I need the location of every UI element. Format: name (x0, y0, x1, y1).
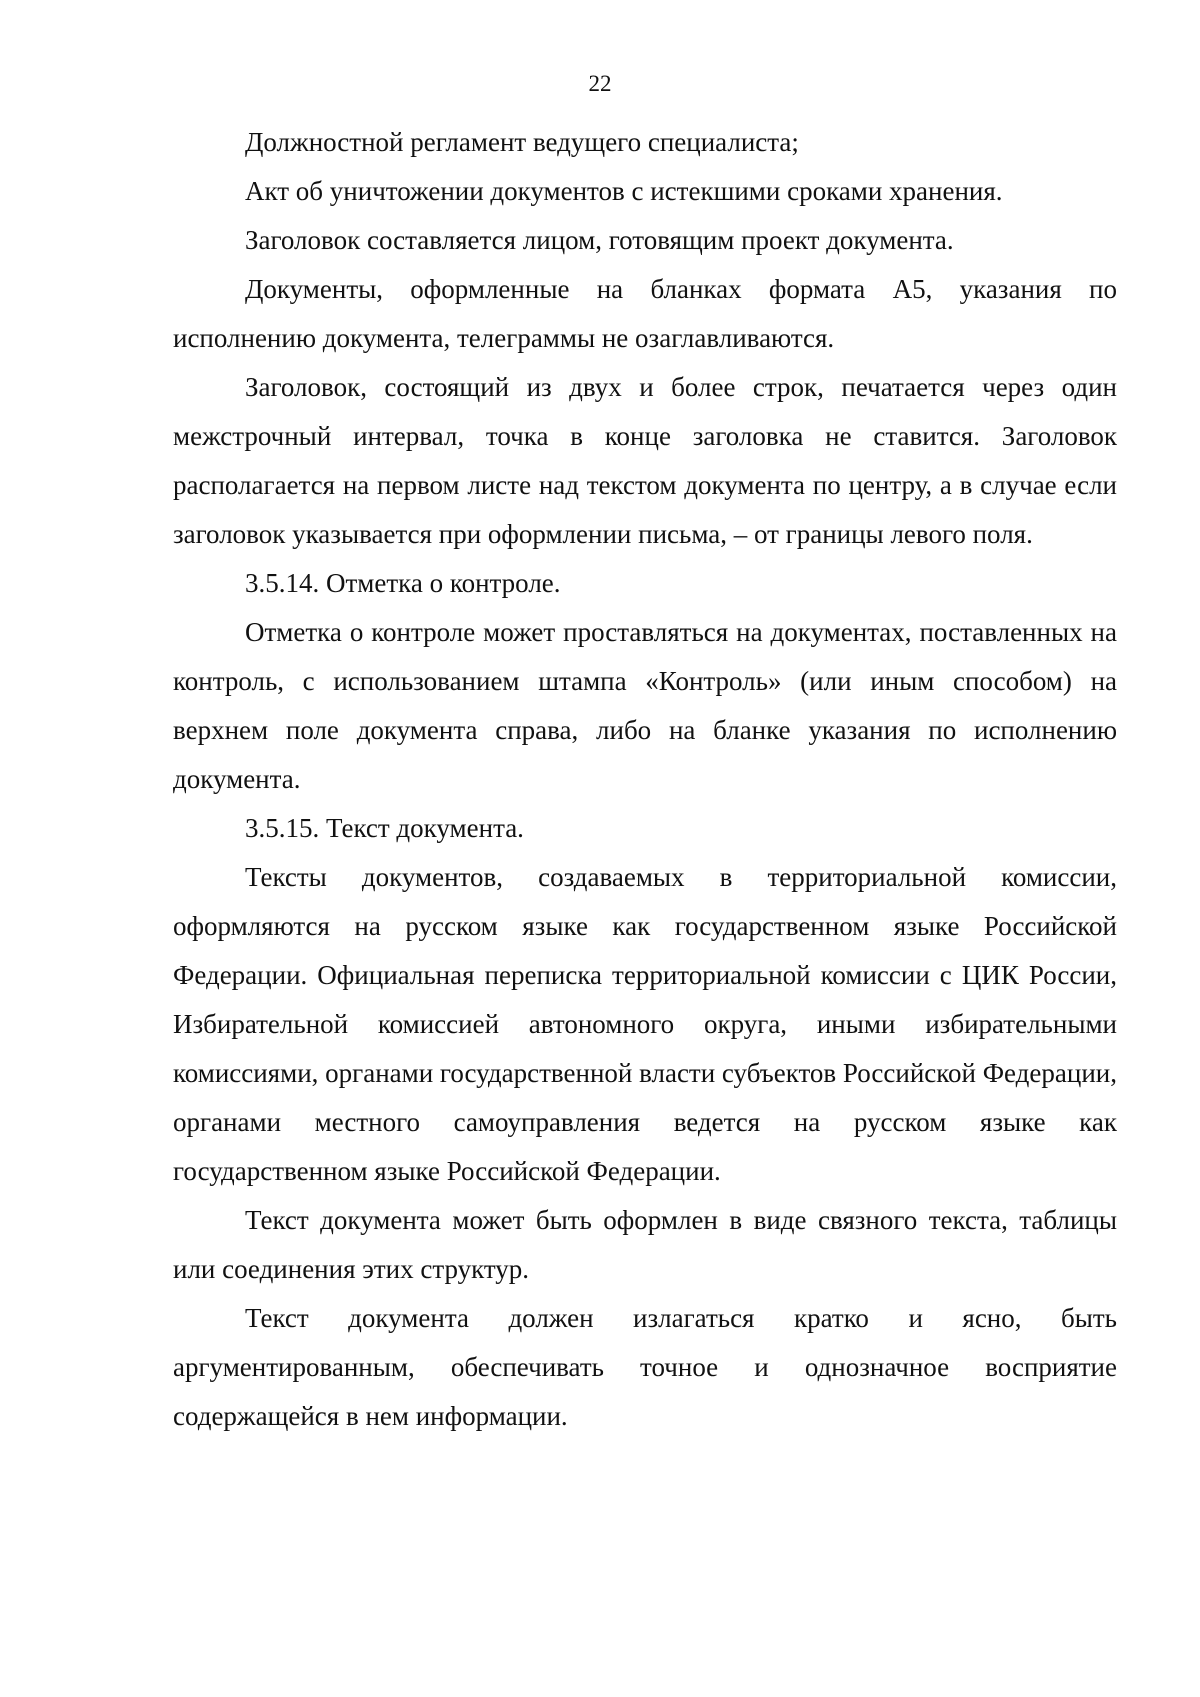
paragraph-control-mark: Отметка о контроле может проставляться на документах, поставленных на контроль, с использованием штампа «Контроль» (или иным способом) на верхнем поле документа справа, либо на бланке указания по исполнению документа. (173, 617, 1117, 794)
paragraph-official-regulation: Должностной регламент ведущего специалиста; (245, 127, 799, 157)
paragraph-title-author: Заголовок составляется лицом, готовящим проект документа. (245, 225, 954, 255)
paragraph-russian-language: Тексты документов, создаваемых в территориальной комиссии, оформляются на русском языке как государственном языке Российской Федерации. Официальная переписка территориальной комиссии с ЦИК России, Избирательной комиссией автономного округа, иными избирательными комиссиями, органами государственной власти субъектов Российской Федерации, органами местного самоуправления ведется на русском языке как государственном языке Российской Федерации. (173, 862, 1117, 1186)
section-heading-control-mark: 3.5.14. Отметка о контроле. (245, 568, 561, 598)
paragraph-destruction-act: Акт об уничтожении документов с истекшими сроками хранения. (245, 176, 1003, 206)
paragraph-untitled-documents: Документы, оформленные на бланках формата А5, указания по исполнению документа, телеграммы не озаглавливаются. (173, 274, 1117, 353)
paragraph-text-clarity: Текст документа должен излагаться кратко и ясно, быть аргументированным, обеспечивать точное и однозначное восприятие содержащейся в нем информации. (173, 1303, 1117, 1431)
section-heading-document-text: 3.5.15. Текст документа. (245, 813, 524, 843)
page-number: 22 (588, 71, 612, 96)
paragraph-text-structure: Текст документа может быть оформлен в виде связного текста, таблицы или соединения этих структур. (173, 1205, 1117, 1284)
document-body (173, 118, 1117, 1441)
paragraph-title-format: Заголовок, состоящий из двух и более строк, печатается через один межстрочный интервал, точка в конце заголовка не ставится. Заголовок располагается на первом листе над текстом документа по центру, а в случае если заголовок указывается при оформлении письма, – от границы левого поля. (173, 372, 1117, 549)
